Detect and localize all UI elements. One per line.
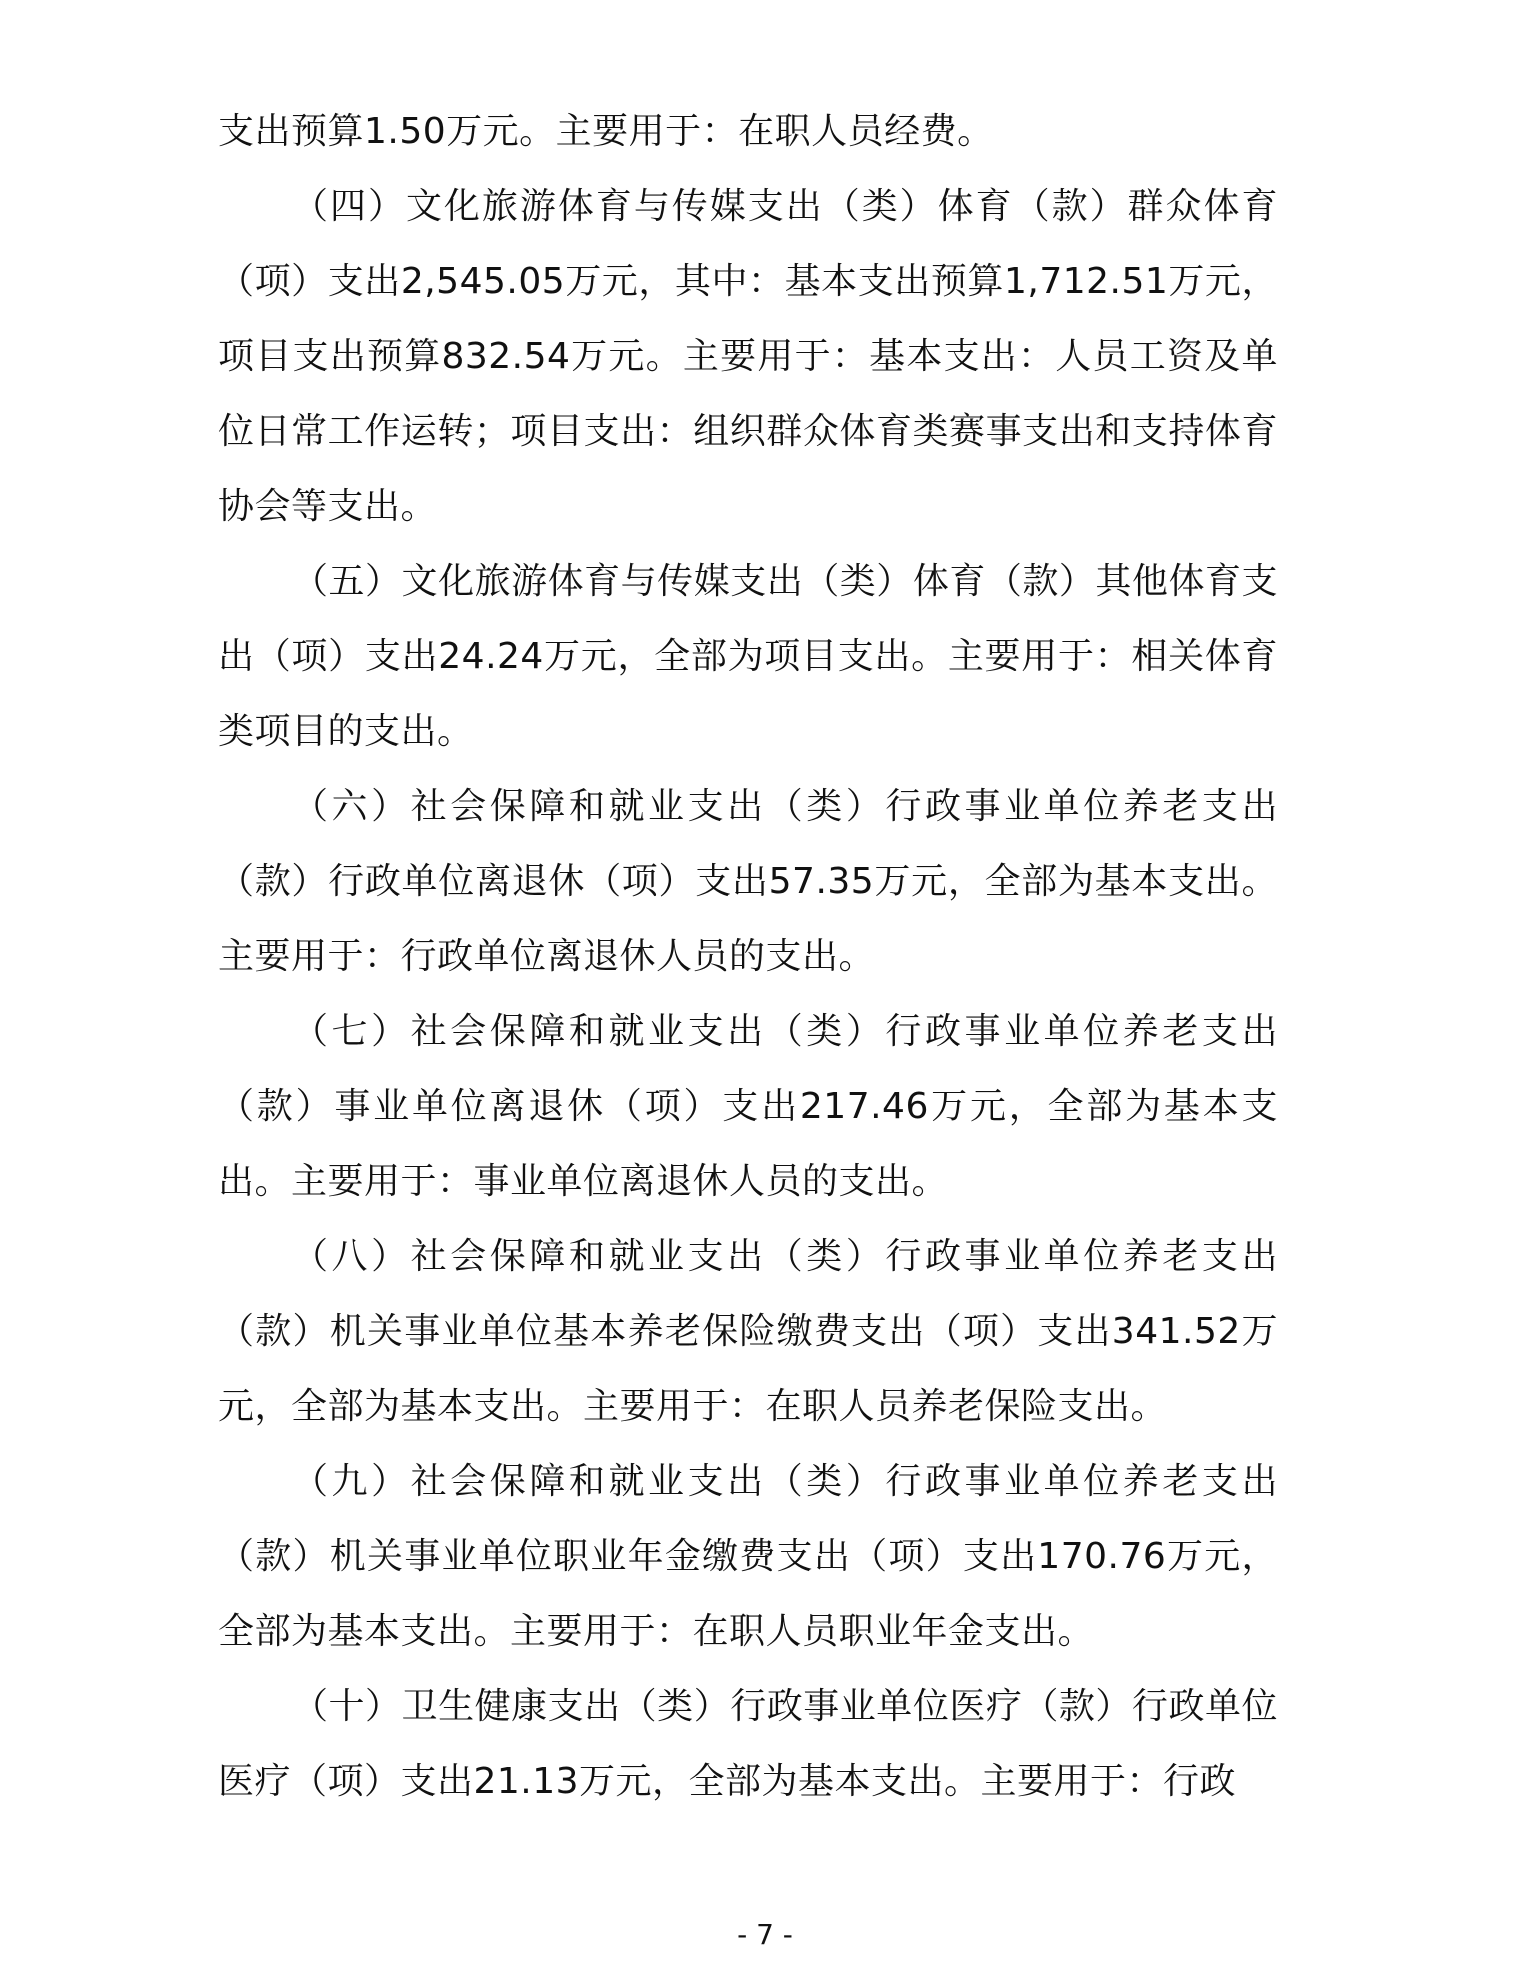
paragraph-item-4: （四）文化旅游体育与传媒支出（类）体育（款）群众体育（项）支出2,545.05万元，其中：基本支出预算1,712.51万元，项目支出预算832.54万元。主要用于：基本支出：人员工资及单位日常工作运转；项目支出：组织群众体育类赛事支出和支持体育协会等支出。 (218, 186, 1278, 527)
paragraph-item-5: （五）文化旅游体育与传媒支出（类）体育（款）其他体育支出（项）支出24.24万元，全部为项目支出。主要用于：相关体育类项目的支出。 (218, 561, 1278, 752)
paragraph-item-6: （六）社会保障和就业支出（类）行政事业单位养老支出（款）行政单位离退休（项）支出57.35万元，全部为基本支出。主要用于：行政单位离退休人员的支出。 (218, 786, 1278, 977)
paragraph-item-9: （九）社会保障和就业支出（类）行政事业单位养老支出（款）机关事业单位职业年金缴费支出（项）支出170.76万元，全部为基本支出。主要用于：在职人员职业年金支出。 (218, 1461, 1278, 1652)
paragraph-item-7: （七）社会保障和就业支出（类）行政事业单位养老支出（款）事业单位离退休（项）支出217.46万元，全部为基本支出。主要用于：事业单位离退休人员的支出。 (218, 1011, 1278, 1202)
paragraph-continuation: 支出预算1.50万元。主要用于：在职人员经费。 (218, 111, 994, 152)
paragraph-item-8: （八）社会保障和就业支出（类）行政事业单位养老支出（款）机关事业单位基本养老保险缴费支出（项）支出341.52万元，全部为基本支出。主要用于：在职人员养老保险支出。 (218, 1236, 1278, 1427)
page-number: - 7 - (737, 1918, 793, 1951)
paragraph-item-10: （十）卫生健康支出（类）行政事业单位医疗（款）行政单位医疗（项）支出21.13万元，全部为基本支出。主要用于：行政 (218, 1686, 1278, 1802)
body-text (218, 94, 1278, 1819)
